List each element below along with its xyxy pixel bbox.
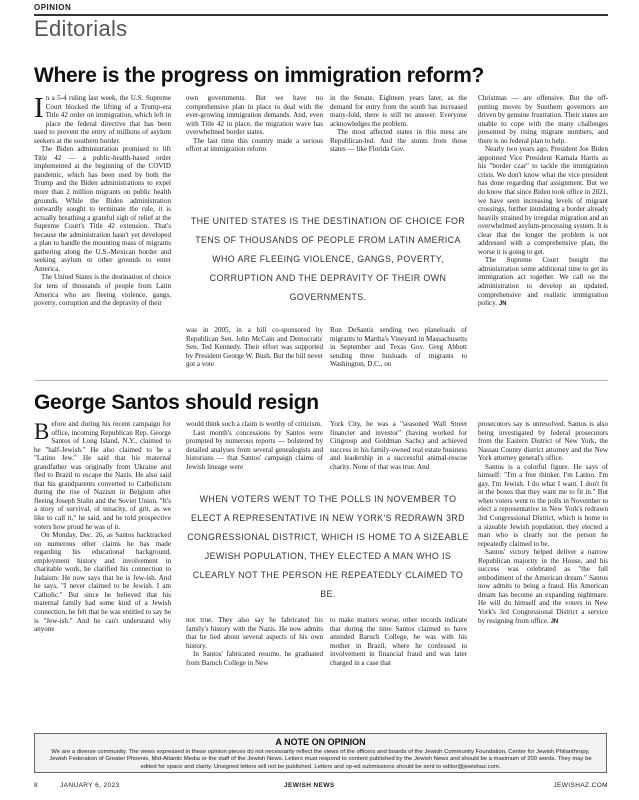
editorial-2-paragraph: York City, he was a "seasoned Wall Street financier and investor" (having worked for Citigroup and Goldman Sachs) and achieved success in his family-owned real estate business and leadership in a successful animal-rescue charity. None of that was true. And (330, 420, 467, 471)
editorial-2-column-2-bottom (186, 616, 323, 667)
editorial-2-paragraph: Last month's concessions by Santos were prompted by numerous reports — bolstered by detailed analyses from several genealogists and historians — that Santos' campaign claims of Jewish lineage were (186, 428, 323, 471)
editorial-1-column-3-bottom: Ron DeSantis sending two planeloads of migrants to Martha's Vineyard in Massachusetts in September and Texas Gov. Greg Abbott sending three busloads of migrants to Washington, D.C., on (330, 326, 467, 369)
editorial-2-paragraph: On Monday, Dec. 26, as Santos backtracked on numerous other claims he has made regarding his educational background, employment history and involvement in charitable work, he clarified his connection to Judaism: He now says that he is Jew-ish. And he says, "I never claimed to be Jewish. I am Catholic." But since he believed that his maternal family had some kind of a Jewish connection, he felt that he was entitled to say he is "Jew-ish." And he can't understand why anyone (34, 531, 171, 634)
editorial-2-paragraph: Santos is a colorful figure. He says of himself: "I'm a free thinker. I'm Latino. I'm gay. I'm Jewish. I do what I want. I don't fit in the boxes that they want me to fit in." But when voters went to the polls in November to elect a representative in New York's redrawn 3rd Congressional District, which is home to a sizeable Jewish population, they elected a man who is clearly not the person he repeatedly claimed to be. (478, 462, 608, 548)
note-text: We are a diverse community. The views expressed in these opinion pieces do not necessarily reflect the views of the officers and boards of the Jewish Community Foundation, Center for Jewish Philanthropy, Jewish Federation of Greater Phoenix, Mid-Atlantic Media or the staff of the Jewish News. Letters must respond to content published by the Jewish News and should be a maximum of 200 words. They may be edited for space and clarity. Unsigned letters will not be published. Letters and op-ed submissions should be sent to editor@jewishaz.com. (49, 749, 592, 770)
dropcap: B (34, 419, 50, 444)
editorial-1-headline: Where is the progress on immigration reform? (34, 64, 485, 87)
website: JEWISHAZ.COM (553, 782, 608, 789)
editorial-1-column-2-bottom: was in 2005, in a bill co-sponsored by Republican Sen. John McCain and Democratic Sen. Ted Kennedy. Their effort was supported by President George W. Bush. But the bill never got a vote (186, 326, 323, 369)
signoff-mark: JN (550, 618, 559, 625)
editorial-1-paragraph: own governments. But we have no comprehensive plan in place to deal with the ever-growing immigration demands. And, even with Title 42 in place, the migration wave has overwhelmed border states. (186, 94, 323, 137)
editorial-1-column-1 (34, 94, 171, 308)
editorial-1-paragraph: The United States is the destination of choice for tens of thousands of people from Latin America who are fleeing violence, gangs, poverty, corruption and the depravity of their (34, 273, 171, 308)
editorial-1-column-2-top (186, 94, 323, 154)
editorial-2-pull-quote: WHEN VOTERS WENT TO THE POLLS IN NOVEMBER TO ELECT A REPRESENTATIVE IN NEW YORK'S REDRAWN 3RD CONGRESSIONAL DISTRICT, WHICH IS HOME TO A SIZEABLE JEWISH POPULATION, THEY ELECTED A MAN WHO IS CLEARLY NOT THE PERSON HE REPEATEDLY CLAIMED TO BE. (187, 494, 469, 599)
editorial-1-paragraph: The last time this country made a serious effort at immigration reform (186, 136, 323, 154)
editorial-2-paragraph: prosecutors say is unresolved. Santos is also being investigated by federal prosecutors from the Eastern District of New York, the Nassau County district attorney and the New York attorney general's office. (478, 420, 608, 463)
page-number: 8 (34, 782, 39, 789)
editorial-1-paragraph: The most affected states in this mess are Republican-led. And the stunts from those states — like Florida Gov. (330, 128, 467, 154)
editorial-2-column-3-top (330, 420, 467, 471)
note-on-opinion-box (34, 733, 607, 773)
dropcap: I (34, 92, 44, 124)
signoff-mark: JN (498, 301, 507, 308)
editorial-2-paragraph: not true. They also say he fabricated his family's history with the Nazis. He now admits that he lied about several aspects of his own history. (186, 616, 323, 650)
editorial-2-paragraph: Before and during his recent campaign for office, incoming Republican Rep. George Santos of Long Island, N.Y., claimed to be "half-Jewish." He also claimed to be a "Latino Jew." He said that his maternal grandfather was originally from Ukraine and fled to Brazil to escape the Nazis. He also said that his grandparents converted to Catholicism during the rise of Nazism in Belgium after fleeing Joseph Stalin and the Soviet Union. "It's a story of survival, of tenacity, of grit, as we like to call it," he said, and he told prospective voters how proud he was of it. (34, 419, 171, 531)
section-label: OPINION (34, 3, 72, 12)
editorial-1-column-3-top (330, 94, 467, 154)
editorial-1-paragraph: Christmas — are offensive. But the off-putting moves by Southern governors are driven by genuine frustration. Their states are unable to cope with the many challenges presented by rising migrant numbers, and there is no federal plan to help. (478, 94, 608, 145)
editorial-2-headline: George Santos should resign (34, 391, 319, 414)
editorial-1-pull-quote: THE UNITED STATES IS THE DESTINATION OF CHOICE FOR TENS OF THOUSANDS OF PEOPLE FROM LATIN AMERICA WHO ARE FLEEING VIOLENCE, GANGS, POVERTY, CORRUPTION AND THE DEPRAVITY OF THEIR OWN GOVERNMENTS. (190, 216, 466, 302)
issue-date: JANUARY 6, 2023 (60, 782, 120, 789)
editorial-2-paragraph: Santos' victory helped deliver a narrow Republican majority in the House, and his success was celebrated as "the full embodiment of the American dream." Santos now admits to being a fraud. His American dream has become an expanding nightmare. He will do himself and the voters in New York's 3rd Congressional District a service by resigning from office. JN (478, 548, 608, 625)
editorial-1-column-4 (478, 94, 608, 308)
editorial-2-paragraph: In Santos' fabricated resume, he graduated from Baruch College in New (186, 650, 323, 667)
publication-name: JEWISH NEWS (284, 782, 335, 789)
editorial-1-paragraph: in the Senate. Eighteen years later, as the demand for entry from the south has increased many-fold, there is still no answer. Everyone acknowledges the problem. (330, 94, 467, 128)
editorial-1-paragraph: In a 5-4 ruling last week, the U.S. Supreme Court blocked the lifting of a Trump-era Title 42 order on immigration, which left in place the federal directive that has been used to prevent the entry of millions of asylum seekers at the southern border. (34, 92, 171, 145)
editorial-2-column-1 (34, 420, 171, 634)
section-kicker: Editorials (34, 16, 128, 41)
editorial-2-column-4 (478, 420, 608, 625)
editorial-2-paragraph: would think such a claim is worthy of criticism. (186, 420, 322, 428)
editorial-1-paragraph: Nearly two years ago, President Joe Biden appointed Vice President Kamala Harris as his "border czar" to tackle the immigration crisis. We don't know what the vice president has done regarding that assignment. But we do know that since Biden took office in 2021, we have seen increasing levels of migrant crossings, further inundating a border already heavily strained by irregular migration and an overwhelmed asylum-processing system. It is clear that the longer the problem is not addressed with a comprehensive plan, the worse it is going to get. (478, 145, 609, 256)
editorial-1-paragraph: The Biden administration promised to lift Title 42 — a public-health-based order implemented at the beginning of the COVID pandemic, which has been used by both the Trump and the Biden administrations to expel more than 2 million migrants on public health grounds. While the Biden administration outwardly sought to terminate the rule, it is actually breathing a grateful sigh of relief at the Supreme Court's Title 42 extension. That's because the administration hasn't yet developed a plan to handle the mounting mass of migrants gathering along the U.S.-Mexican border and seeking asylum or other grounds to enter America. (34, 145, 171, 273)
editorial-1-paragraph: The Supreme Court bought the administration some additional time to get its immigration act together. We call on the administration to develop an updated, comprehensive and realistic immigration policy. JN (478, 256, 608, 308)
editorial-2-column-2-top (186, 420, 323, 471)
editorial-2-column-3-bottom: to make matters worse, other records indicate that during the time Santos claimed to have attended Baruch College, he was with his mother in Brazil, where he confessed to involvement in financial fraud and was later charged in a case that (330, 616, 467, 667)
editorial-separator (34, 380, 608, 381)
note-title: A NOTE ON OPINION (275, 737, 366, 747)
